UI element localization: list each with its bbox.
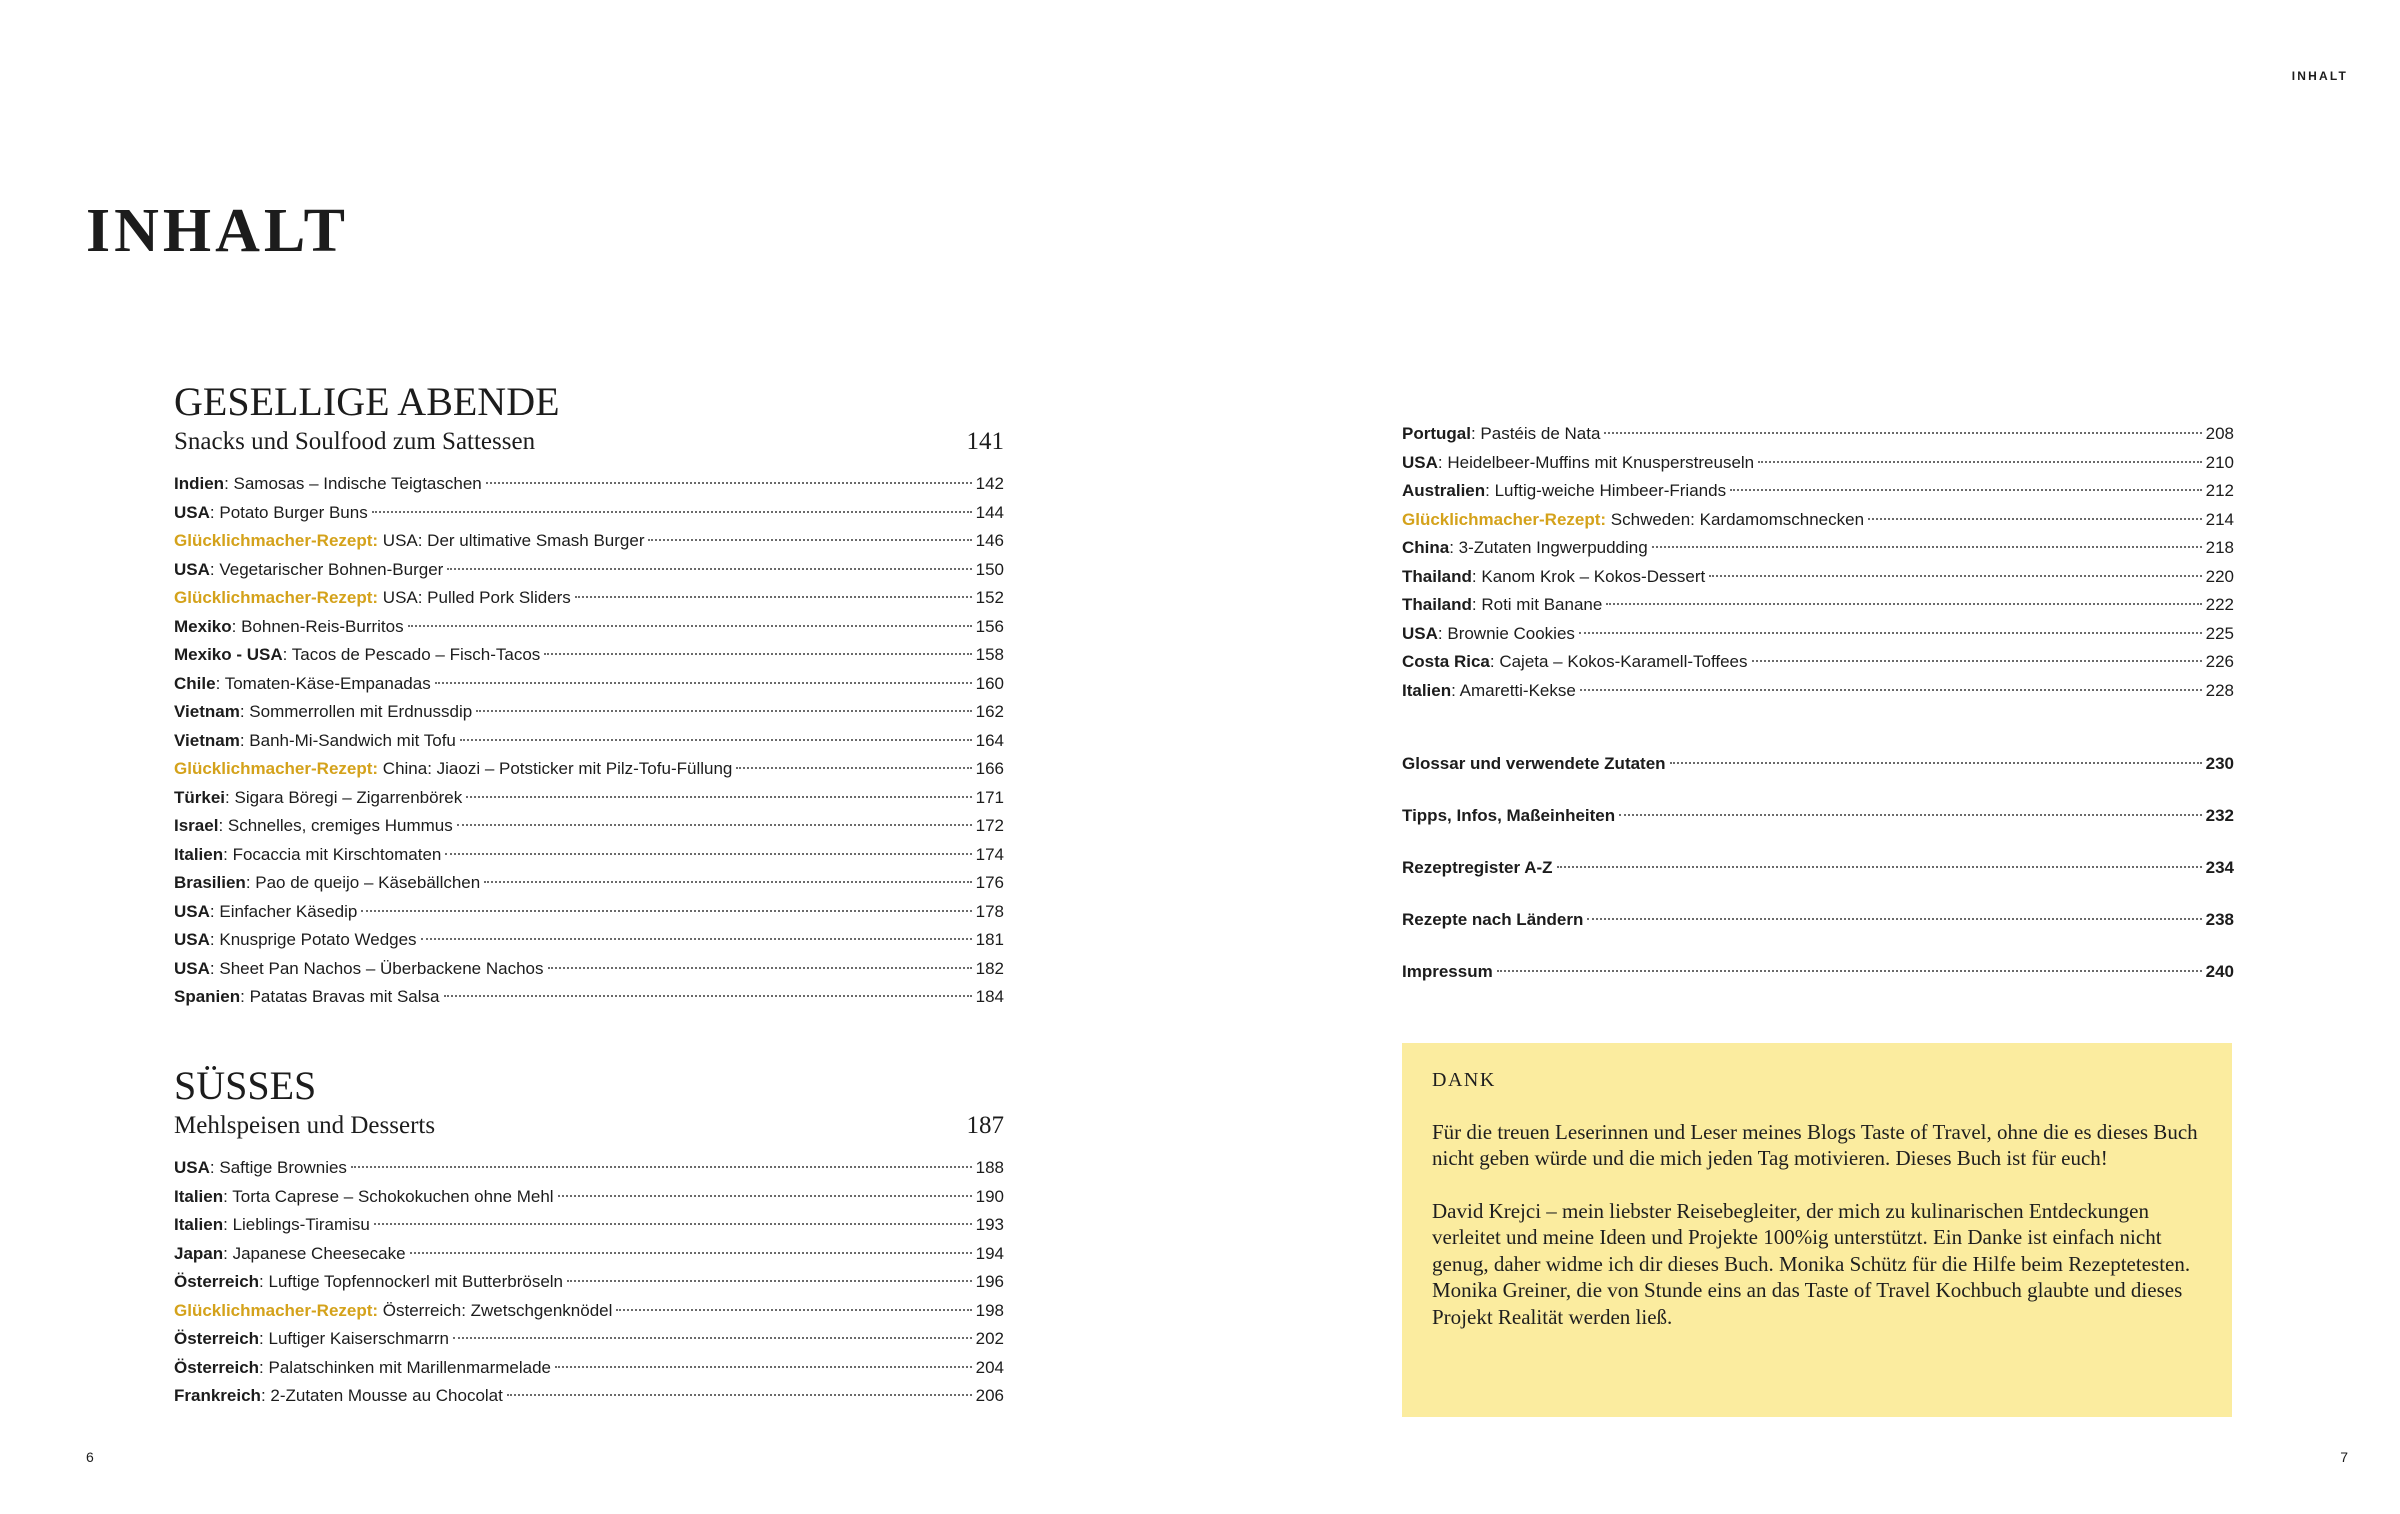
dot-leader	[447, 568, 971, 570]
entry-title: : Saftige Brownies	[209, 1158, 347, 1177]
entry-page-number: 226	[2205, 652, 2234, 671]
toc-entry	[174, 1158, 1004, 1187]
dot-leader	[1557, 866, 2202, 868]
entry-page-number: 152	[975, 588, 1004, 607]
entry-country: USA	[174, 559, 210, 579]
entry-title: : Pastéis de Nata	[1470, 424, 1601, 443]
dot-leader	[476, 710, 971, 712]
dot-leader	[1758, 461, 2202, 463]
entry-title: : Samosas – Indische Teigtaschen	[224, 474, 482, 493]
entry-page-number: 230	[2205, 754, 2234, 773]
entry-label	[174, 531, 644, 551]
entry-country: Brasilien	[174, 873, 246, 892]
entry-label: Impressum	[1402, 962, 1493, 981]
dot-leader	[558, 1195, 972, 1197]
dot-leader	[1730, 489, 2202, 491]
entry-country: Japan	[174, 1243, 224, 1263]
entry-page-number: 150	[975, 559, 1004, 579]
entry-page-number: 158	[975, 645, 1004, 664]
toc-entry	[174, 902, 1004, 931]
section-title: GESELLIGE ABENDE	[174, 379, 560, 424]
entry-label	[174, 617, 404, 637]
entry-title: : Tomaten-Käse-Empanadas	[215, 673, 431, 693]
entry-page-number: 144	[975, 502, 1004, 522]
entry-page-number: 178	[975, 901, 1004, 921]
entry-title: : Bohnen-Reis-Burritos	[231, 616, 404, 636]
entry-label	[174, 845, 441, 865]
toc-entry	[174, 759, 1004, 788]
entry-label	[174, 1358, 551, 1378]
entry-page-number: 202	[975, 1329, 1004, 1348]
entry-title: : 3-Zutaten Ingwerpudding	[1449, 538, 1648, 557]
toc-entry	[1402, 681, 2234, 710]
entry-title: : 2-Zutaten Mousse au Chocolat	[260, 1386, 503, 1405]
toc-entry	[174, 1301, 1004, 1330]
appendix-list	[1402, 754, 2234, 1014]
entry-page-number: 181	[975, 930, 1004, 949]
toc-entry	[174, 674, 1004, 703]
entry-title: : Focaccia mit Kirschtomaten	[223, 844, 442, 864]
section-suesses	[174, 1062, 1004, 1415]
entry-country: Türkei	[174, 787, 226, 807]
toc-entry	[1402, 910, 2234, 962]
toc-entry	[174, 702, 1004, 731]
toc-entry	[174, 987, 1004, 1016]
entry-title: : Brownie Cookies	[1437, 623, 1575, 643]
running-head: INHALT	[2291, 69, 2348, 83]
entry-title: : Sommerrollen mit Erdnussdip	[239, 702, 473, 721]
highlight-prefix: Glücklichmacher-Rezept:	[174, 759, 379, 778]
section-subtitle-row	[174, 426, 1004, 458]
entry-page-number: 198	[975, 1300, 1004, 1320]
page-title: INHALT	[86, 197, 349, 265]
dot-leader	[1587, 918, 2201, 920]
page-number-right: 7	[2340, 1449, 2348, 1465]
dank-paragraph: Für die treuen Leserinnen und Leser meines Blogs Taste of Travel, ohne die es dieses Buch nicht geben würde und die mich jeden Tag motivieren. Dieses Buch ist für euch!	[1432, 1119, 2198, 1170]
entry-country: Italien	[174, 1186, 224, 1206]
entry-country: USA	[174, 901, 210, 921]
toc-entry	[1402, 806, 2234, 858]
section-subtitle-row	[174, 1110, 1004, 1142]
entry-page-number: 225	[2205, 623, 2234, 643]
entry-page-number: 160	[975, 673, 1004, 693]
entry-title: : Einfacher Käsedip	[209, 901, 358, 921]
entry-title: : Patatas Bravas mit Salsa	[240, 987, 440, 1006]
entry-title: Schweden: Kardamomschnecken	[1606, 509, 1865, 529]
entry-label	[174, 1386, 503, 1406]
entry-title: USA: Der ultimative Smash Burger	[378, 531, 645, 550]
entry-title: : Kanom Krok – Kokos-Dessert	[1471, 566, 1706, 586]
entry-page-number: 184	[975, 987, 1004, 1006]
entry-title: : Knusprige Potato Wedges	[209, 930, 417, 949]
dot-leader	[486, 482, 972, 484]
dot-leader	[1752, 660, 2202, 662]
toc-entry	[174, 788, 1004, 817]
dot-leader	[457, 824, 972, 826]
dot-leader	[372, 511, 972, 513]
entry-label	[1402, 652, 1748, 672]
entry-title: : Lieblings-Tiramisu	[223, 1215, 370, 1234]
entry-page-number: 188	[975, 1158, 1004, 1177]
entry-page-number: 174	[975, 844, 1004, 864]
entry-page-number: 218	[2205, 538, 2234, 557]
entry-label	[1402, 624, 1575, 644]
entry-page-number: 142	[975, 474, 1004, 493]
section-page-number: 187	[966, 1112, 1004, 1139]
toc-list	[174, 1158, 1004, 1415]
entry-page-number: 204	[975, 1357, 1004, 1377]
entry-label	[174, 702, 472, 722]
toc-entry	[174, 1358, 1004, 1387]
toc-entry	[174, 588, 1004, 617]
section-page-number: 141	[966, 428, 1004, 455]
entry-title: : Pao de queijo – Käsebällchen	[245, 873, 481, 892]
toc-entry	[174, 560, 1004, 589]
entry-title: : Amaretti-Kekse	[1451, 680, 1576, 700]
dot-leader	[555, 1366, 972, 1368]
entry-title: : Vegetarischer Bohnen-Burger	[209, 559, 444, 579]
section-subtitle: Mehlspeisen und Desserts	[174, 1112, 436, 1139]
entry-page-number: 208	[2205, 424, 2234, 443]
entry-label	[1402, 481, 1726, 501]
toc-entry	[174, 1187, 1004, 1216]
toc-entry	[174, 731, 1004, 760]
entry-label	[174, 1272, 563, 1292]
dot-leader	[1619, 814, 2201, 816]
entry-country: Thailand	[1402, 595, 1472, 614]
toc-entry	[1402, 567, 2234, 596]
toc-entry	[174, 816, 1004, 845]
toc-entry	[174, 1244, 1004, 1273]
dot-leader	[544, 653, 971, 655]
entry-country: Portugal	[1402, 424, 1471, 443]
toc-entry	[1402, 481, 2234, 510]
entry-country: USA	[1402, 452, 1438, 472]
toc-entry	[1402, 538, 2234, 567]
toc-list	[174, 474, 1004, 1016]
toc-entry	[174, 1386, 1004, 1415]
toc-entry	[174, 959, 1004, 988]
dot-leader	[1604, 432, 2201, 434]
entry-title: China: Jiaozi – Potsticker mit Pilz-Tofu-Füllung	[378, 759, 733, 778]
dot-leader	[460, 739, 972, 741]
highlight-prefix: Glücklichmacher-Rezept:	[1402, 509, 1607, 529]
dot-leader	[410, 1252, 972, 1254]
toc-entry	[174, 531, 1004, 560]
entry-title: : Cajeta – Kokos-Karamell-Toffees	[1489, 652, 1748, 671]
entry-label	[174, 1244, 406, 1264]
entry-title: : Potato Burger Buns	[209, 502, 368, 522]
toc-entry	[1402, 595, 2234, 624]
dot-leader	[1579, 632, 2202, 634]
entry-label	[174, 645, 540, 665]
dot-leader	[575, 596, 972, 598]
entry-label: Glossar und verwendete Zutaten	[1402, 754, 1666, 773]
dot-leader	[616, 1309, 971, 1311]
entry-page-number: 156	[975, 616, 1004, 636]
entry-label	[174, 959, 544, 979]
toc-entry	[1402, 510, 2234, 539]
entry-title: : Heidelbeer-Muffins mit Knusperstreuseln	[1437, 452, 1755, 472]
entry-country: Österreich	[174, 1272, 260, 1291]
dot-leader	[453, 1337, 972, 1339]
entry-label	[174, 560, 443, 580]
dot-leader	[374, 1223, 972, 1225]
toc-entry	[174, 1215, 1004, 1244]
entry-title: : Torta Caprese – Schokokuchen ohne Mehl	[223, 1186, 554, 1206]
entry-country: Mexiko	[174, 616, 232, 636]
dot-leader	[444, 995, 972, 997]
entry-title: : Sigara Böregi – Zigarrenbörek	[225, 787, 463, 807]
entry-label	[174, 902, 357, 922]
entry-label: Tipps, Infos, Maßeinheiten	[1402, 806, 1616, 825]
entry-label	[174, 731, 456, 751]
dot-leader	[548, 967, 972, 969]
entry-label	[174, 503, 368, 523]
entry-country: Österreich	[174, 1357, 260, 1377]
entry-page-number: 220	[2205, 566, 2234, 586]
entry-label	[174, 1215, 370, 1235]
dot-leader	[736, 767, 971, 769]
entry-country: Italien	[1402, 680, 1452, 700]
toc-entry	[1402, 424, 2234, 453]
dot-leader	[484, 881, 971, 883]
entry-label	[174, 873, 480, 893]
entry-page-number: 194	[975, 1243, 1004, 1263]
dot-leader	[1652, 546, 2202, 548]
entry-label	[1402, 510, 1864, 530]
dot-leader	[1580, 689, 2202, 691]
dot-leader	[1497, 970, 2202, 972]
dot-leader	[361, 910, 971, 912]
entry-label	[174, 788, 462, 808]
entry-page-number: 228	[2205, 680, 2234, 700]
entry-title: : Luftig-weiche Himbeer-Friands	[1485, 481, 1727, 500]
entry-country: Frankreich	[174, 1386, 261, 1405]
entry-page-number: 214	[2205, 509, 2234, 529]
page-number-left: 6	[86, 1449, 94, 1465]
entry-country: Spanien	[174, 987, 241, 1006]
entry-title: : Japanese Cheesecake	[223, 1243, 406, 1263]
entry-label	[174, 1301, 612, 1321]
entry-country: USA	[174, 930, 210, 949]
entry-page-number: 193	[975, 1215, 1004, 1234]
entry-label	[174, 588, 571, 608]
entry-page-number: 171	[975, 787, 1004, 807]
entry-page-number: 232	[2205, 806, 2234, 825]
entry-country: Vietnam	[174, 730, 240, 750]
entry-country: Chile	[174, 673, 216, 693]
entry-page-number: 164	[975, 730, 1004, 750]
highlight-prefix: Glücklichmacher-Rezept:	[174, 531, 379, 550]
dot-leader	[466, 796, 971, 798]
dot-leader	[1709, 575, 2201, 577]
toc-entry	[174, 645, 1004, 674]
toc-entry	[1402, 624, 2234, 653]
toc-entry	[174, 617, 1004, 646]
dot-leader	[1606, 603, 2201, 605]
entry-country: Costa Rica	[1402, 652, 1490, 671]
toc-list-continued	[1402, 424, 2234, 709]
entry-title: USA: Pulled Pork Sliders	[378, 588, 571, 607]
entry-country: USA	[174, 502, 210, 522]
entry-page-number: 206	[975, 1386, 1004, 1405]
entry-page-number: 240	[2205, 962, 2234, 981]
dot-leader	[1868, 518, 2202, 520]
toc-entry	[1402, 453, 2234, 482]
entry-label	[1402, 538, 1648, 558]
dank-paragraph: David Krejci – mein liebster Reisebegleiter, der mich zu kulinarischen Entdeckungen verleitet und meine Ideen und Projekte 100%ig unterstützt. Ein Danke ist einfach nicht genug, daher widme ich dir dieses Buch. Monika Schütz für die Hilfe beim Rezeptetesten. Monika Greiner, die von Stunde eins an das Taste of Travel Kochbuch glaubte und dieses Projekt Realität werden ließ.	[1432, 1198, 2191, 1329]
dank-box	[1402, 1043, 2232, 1417]
entry-country: USA	[1402, 623, 1438, 643]
section-gesellige-abende	[174, 378, 1004, 1016]
entry-label	[174, 930, 417, 950]
entry-page-number: 222	[2205, 595, 2234, 614]
dot-leader	[351, 1166, 972, 1168]
entry-page-number: 234	[2205, 858, 2234, 877]
entry-page-number: 166	[975, 759, 1004, 778]
entry-label: Rezepte nach Ländern	[1402, 910, 1584, 929]
toc-entry	[1402, 858, 2234, 910]
entry-label	[174, 759, 732, 779]
entry-country: Italien	[174, 1215, 224, 1234]
entry-country: Israel	[174, 816, 219, 835]
entry-title: : Schnelles, cremiges Hummus	[218, 816, 453, 835]
entry-label	[174, 674, 431, 694]
toc-entry	[174, 1329, 1004, 1358]
entry-country: Thailand	[1402, 566, 1472, 586]
entry-label	[174, 1158, 347, 1178]
entry-label	[1402, 681, 1576, 701]
entry-label	[174, 1187, 554, 1207]
entry-label	[1402, 595, 1602, 615]
entry-title: : Roti mit Banane	[1471, 595, 1603, 614]
entry-page-number: 190	[975, 1186, 1004, 1206]
toc-entry	[174, 503, 1004, 532]
dot-leader	[507, 1394, 972, 1396]
dot-leader	[435, 682, 972, 684]
dot-leader	[408, 625, 972, 627]
entry-title: : Luftige Topfennockerl mit Butterbröseln	[259, 1272, 564, 1291]
dank-title: DANK	[1432, 1069, 1496, 1091]
entry-page-number: 172	[975, 816, 1004, 835]
entry-label	[174, 1329, 449, 1349]
entry-title: : Palatschinken mit Marillenmarmelade	[259, 1357, 551, 1377]
entry-label	[1402, 567, 1705, 587]
toc-entry	[1402, 652, 2234, 681]
entry-country: USA	[174, 1158, 210, 1177]
entry-title: : Luftiger Kaiserschmarrn	[259, 1329, 449, 1348]
entry-title: : Sheet Pan Nachos – Überbackene Nachos	[209, 958, 544, 978]
entry-label	[174, 816, 453, 836]
toc-entry	[1402, 754, 2234, 806]
dot-leader	[421, 938, 972, 940]
highlight-prefix: Glücklichmacher-Rezept:	[174, 588, 379, 607]
entry-country: Italien	[174, 844, 224, 864]
entry-page-number: 182	[975, 958, 1004, 978]
dot-leader	[445, 853, 971, 855]
entry-country: Indien	[174, 474, 225, 493]
section-subtitle: Snacks und Soulfood zum Sattessen	[174, 428, 536, 455]
entry-page-number: 146	[975, 531, 1004, 550]
entry-title: Österreich: Zwetschgenknödel	[378, 1300, 613, 1320]
entry-page-number: 210	[2205, 452, 2234, 472]
entry-country: Mexiko - USA	[174, 645, 283, 664]
entry-country: USA	[174, 958, 210, 978]
entry-label	[174, 474, 482, 494]
entry-country: Australien	[1402, 481, 1486, 500]
section-title: SÜSSES	[174, 1063, 317, 1108]
entry-page-number: 212	[2205, 481, 2234, 500]
toc-entry	[174, 1272, 1004, 1301]
entry-title: : Tacos de Pescado – Fisch-Tacos	[282, 645, 541, 664]
highlight-prefix: Glücklichmacher-Rezept:	[174, 1300, 379, 1320]
entry-label: Rezeptregister A-Z	[1402, 858, 1553, 877]
toc-entry	[174, 930, 1004, 959]
entry-label	[174, 987, 440, 1007]
toc-entry	[174, 873, 1004, 902]
dot-leader	[1670, 762, 2202, 764]
entry-page-number: 238	[2205, 910, 2234, 929]
toc-entry	[1402, 962, 2234, 1014]
entry-page-number: 162	[975, 702, 1004, 721]
entry-country: Vietnam	[174, 702, 240, 721]
entry-page-number: 196	[975, 1272, 1004, 1291]
dot-leader	[648, 539, 971, 541]
dot-leader	[567, 1280, 972, 1282]
toc-entry	[174, 474, 1004, 503]
toc-entry	[174, 845, 1004, 874]
entry-country: China	[1402, 538, 1450, 557]
entry-label	[1402, 453, 1754, 473]
entry-title: : Banh-Mi-Sandwich mit Tofu	[239, 730, 456, 750]
entry-label	[1402, 424, 1600, 444]
entry-page-number: 176	[975, 873, 1004, 892]
entry-country: Österreich	[174, 1329, 260, 1348]
